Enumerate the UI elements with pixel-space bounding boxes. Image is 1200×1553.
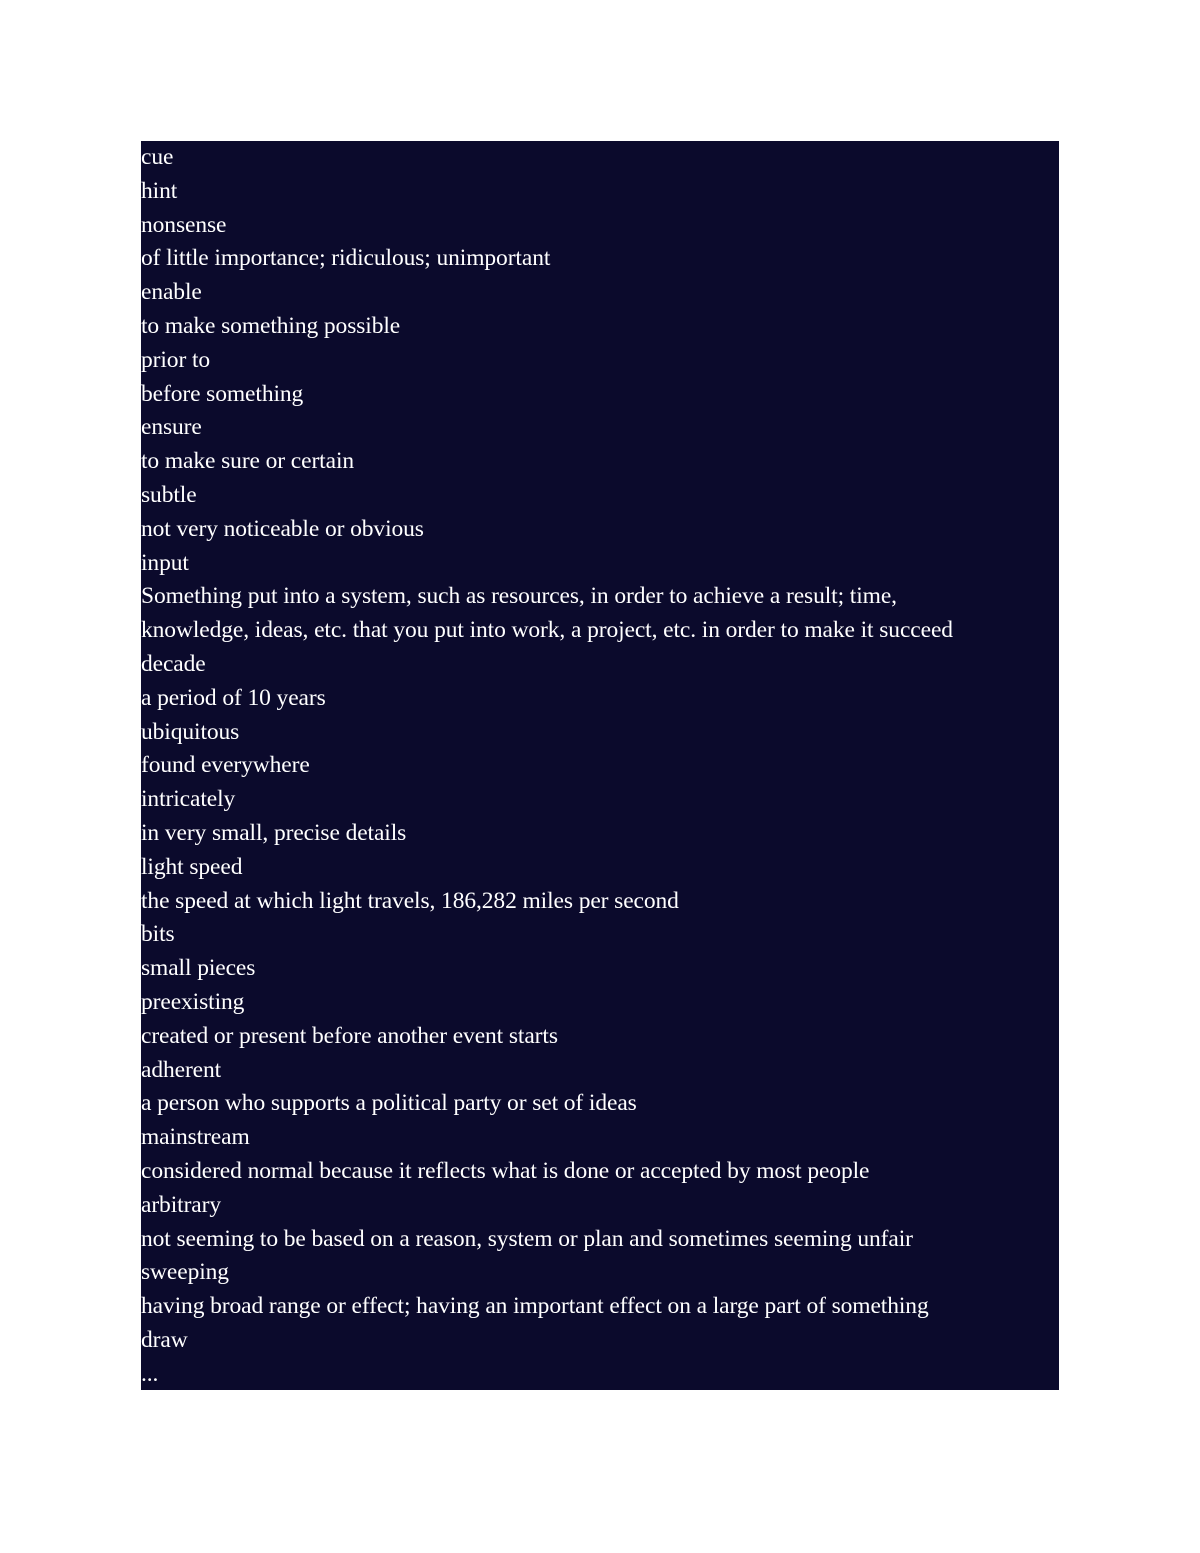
definition-line: knowledge, ideas, etc. that you put into work, a project, etc. in order to make it succeed bbox=[141, 617, 953, 644]
definition-line: not very noticeable or obvious bbox=[141, 515, 424, 542]
term-line: cue bbox=[141, 144, 174, 170]
ellipsis-line: ... bbox=[141, 1360, 159, 1387]
term-line: input bbox=[141, 549, 189, 576]
term-line: light speed bbox=[141, 853, 243, 880]
definition-line: to make something possible bbox=[141, 312, 401, 339]
definition-line: not seeming to be based on a reason, system or plan and sometimes seeming unfair bbox=[141, 1225, 913, 1252]
definition-line: hint bbox=[141, 177, 178, 204]
definition-line: before something bbox=[141, 380, 304, 407]
term-line: preexisting bbox=[141, 988, 245, 1015]
definition-line: found everywhere bbox=[141, 752, 310, 779]
term-line: ubiquitous bbox=[141, 718, 240, 745]
definition-line: in very small, precise details bbox=[141, 819, 407, 846]
definition-line: a period of 10 years bbox=[141, 684, 326, 711]
term-line: intricately bbox=[141, 786, 236, 813]
definition-line: having broad range or effect; having an important effect on a large part of something bbox=[141, 1293, 929, 1320]
term-line: enable bbox=[141, 279, 202, 306]
definition-line: the speed at which light travels, 186,282 miles per second bbox=[141, 887, 679, 914]
term-line: subtle bbox=[141, 481, 197, 508]
term-line: sweeping bbox=[141, 1259, 229, 1286]
vocabulary-text-block bbox=[141, 141, 1059, 1390]
term-line: nonsense bbox=[141, 211, 227, 238]
definition-line: to make sure or certain bbox=[141, 448, 355, 475]
definition-line: small pieces bbox=[141, 955, 256, 982]
term-line: draw bbox=[141, 1326, 188, 1353]
definition-line: a person who supports a political party or set of ideas bbox=[141, 1090, 637, 1117]
term-line: bits bbox=[141, 921, 175, 948]
definition-line: considered normal because it reflects what is done or accepted by most people bbox=[141, 1157, 870, 1184]
term-line: adherent bbox=[141, 1056, 222, 1083]
definition-line: created or present before another event starts bbox=[141, 1022, 558, 1049]
definition-line: Something put into a system, such as resources, in order to achieve a result; time, bbox=[141, 583, 897, 610]
term-line: arbitrary bbox=[141, 1191, 221, 1218]
definition-line: of little importance; ridiculous; unimportant bbox=[141, 245, 551, 272]
term-line: decade bbox=[141, 650, 206, 677]
term-line: ensure bbox=[141, 414, 202, 441]
term-line: prior to bbox=[141, 346, 211, 373]
term-line: mainstream bbox=[141, 1124, 250, 1151]
